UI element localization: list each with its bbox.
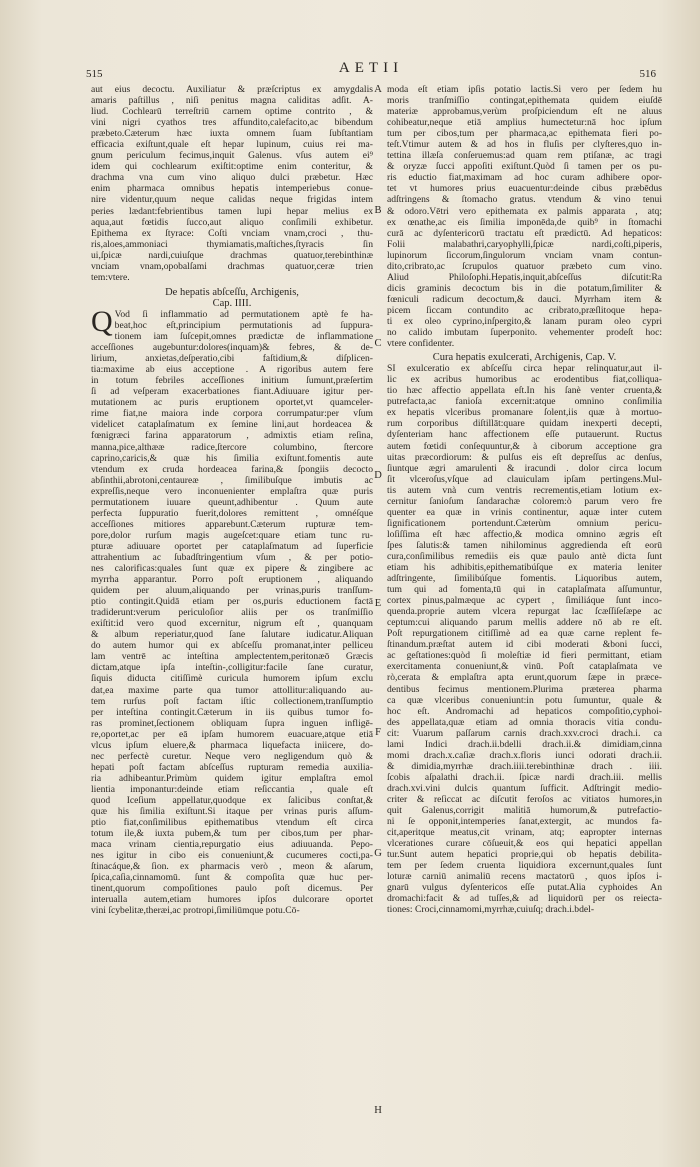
text-line: dromachi:facit & ad tuſſes,& ad liquidorū per os reiecta- xyxy=(387,893,662,905)
text-line: ui,ſpicæ nardi,cuiuſque drachmas quatuor,terebinthinæ xyxy=(91,249,373,261)
text-line: ca quæ vlceribus conueniunt:in potu ſumuntur, quale & xyxy=(387,694,662,706)
text-line: tio hæc affectio appellata eſt.In his ſanè venter cruenta,& xyxy=(387,385,662,397)
text-line: ris eductio fiat,maximam ad hoc curam adhibere opor- xyxy=(387,172,662,184)
text-line: videlicet cataplaſmatum ex ſemine lini,aut hordeacea & xyxy=(91,419,373,431)
text-line: do autem humor qui ex abſceſſu promanat,inter pelliceu xyxy=(91,640,373,652)
text-line: vini ſcybelitæ,theræi,ac protropi,ſimiliūmque potu.Cō- xyxy=(91,905,300,917)
text-line: beat,hoc eſt,principium permutationis ad ſuppura- xyxy=(114,319,373,331)
text-line: quod Iceſium appellatur,quodque ex ſalicibus conſtat,& xyxy=(91,795,373,806)
text-line: idem qui cochlearum exiſtit:optime enim conteritur, & xyxy=(91,161,373,173)
text-line: tettina illæſa conſeruemus:ad quam rem ptiſanæ, ac tragi xyxy=(387,150,662,162)
text-line: vlcus ipſum eluere,& pharmaca liquefacta iniicere, do- xyxy=(91,739,373,751)
running-head: AETII xyxy=(338,60,404,76)
margin-marker-d: D xyxy=(374,470,382,481)
text-line: ac geſtationes:quòd ſi moleſtiæ id fieri permittant, etiam xyxy=(387,650,662,662)
text-line: gnum periculum fecimus,inquit Galenus. vſus autem ei⁹ xyxy=(91,150,373,162)
text-line: permutationem iuuare queunt,adhibentur . Quum aute xyxy=(91,496,373,508)
text-line: dito,cribrato,ac ſcrupulos quatuor præbeto cum vino. xyxy=(387,260,662,272)
text-line: tinent,quorum compoſitiones paulo poſt dicemus. Per xyxy=(91,883,373,895)
text-line: liud. Cochlearū terreſtriū carnem optime contrito , & xyxy=(91,106,373,118)
text-line: ſignificationem portendunt.Cæterùm omnium pericu- xyxy=(387,517,662,529)
text-line: & odoro.Vētri vero epithemata ex palmis apparata , atq; xyxy=(387,205,662,217)
text-line: tem per ſedem cruenta liquidiora excernunt,quales ſunt xyxy=(387,860,662,872)
text-line: dyſenteriam hanc affectionem eſſe putauerunt. Ructus xyxy=(387,429,662,441)
page-number-right: 516 xyxy=(639,68,656,80)
chapter-heading-iv: De hepatis abſceſſu, Archigenis, xyxy=(165,286,299,298)
text-line: Vod ſi inflammatio ad permutationem aptè fe ha- xyxy=(114,308,373,320)
text-line: exercitamenta conueniunt,& vinū. Poſt cataplaſmata ve xyxy=(387,661,662,673)
text-line: pturæ adiuuare oportet per cataplaſmatum ad ſuperficie xyxy=(91,540,373,552)
text-line: quit Galenus,corrigit malitiā humorum,& putrefactio- xyxy=(387,805,662,817)
margin-marker-g: G xyxy=(374,848,382,859)
text-line: perfecta ſuppuratio fuerit,dolores remittent , omnéſque xyxy=(91,507,373,519)
page-number-left: 515 xyxy=(86,68,103,80)
text-line: quæ his ſimilia exiſtunt.Si itaque per vrinas puris aſſum- xyxy=(91,806,373,818)
text-line: interualla autem,etiam humores ipſos dulcorare oportet xyxy=(91,894,373,906)
text-line: tem rurſus poſt factam iſtic collectionem,tranſſumptio xyxy=(91,695,373,707)
text-line: ſit vlceroſus,vſque ad clauiculam ipſam pertingens.Mul- xyxy=(387,473,662,485)
text-line: ſiuntque ægri amarulenti & iracundi . dolor circa locum xyxy=(387,462,662,474)
text-line: adſtringens & ſtomacho gratus. vtendum & vino tenui xyxy=(387,194,662,206)
text-line: efficacia exiſtunt,quale eſt hepar lupinum, cuius rei ma- xyxy=(91,139,373,151)
text-line: uitas præcordiorum: & pulſus eis eſt depreſſus ac denſus, xyxy=(387,451,662,463)
text-line: tur.Sunt autem hepatici proprie,qui ob hepatis debilita- xyxy=(387,849,662,861)
drop-cap: Q xyxy=(91,304,113,338)
text-line: ti ex oleo cyprino,inſpergito,& lanam puram oleo cypri xyxy=(387,315,662,327)
text-line: autem fœtidi conſequuntur,& à ciborum acceptione gra xyxy=(387,440,662,452)
text-line: lientia imponantur:deinde etiam reſiccantia , quale eſt xyxy=(91,783,373,795)
right-text-block-2 xyxy=(387,363,662,915)
text-line: lic ex acribus humoribus ac erodentibus fiat,colliqua- xyxy=(387,374,662,386)
text-line: nes calorificas:quales ſunt quæ ex pipere & zingibere ac xyxy=(91,563,373,575)
text-line: cit: Vuarum paſſarum carnis drach.xxv.croci drach.i. ca xyxy=(387,727,662,739)
text-line: lupinorum ſiccorum,ſingulorum vnciam vnam contun- xyxy=(387,249,662,261)
margin-marker-f: F xyxy=(375,727,381,738)
text-line: tet vt humores prius euacuentur:deinde cibus præbēdus xyxy=(387,183,662,195)
margin-marker-c: C xyxy=(374,338,382,349)
text-line: enim pharmaca omnibus hepatis intemperiebus conue- xyxy=(91,183,373,195)
text-line: expreſſis,neque vero inconuenienter emplaſtra quæ puris xyxy=(91,485,373,497)
right-text-block-1 xyxy=(387,84,662,349)
text-line: ras prominet,ſectionem obliquam ſupra inguen infligē- xyxy=(91,717,373,729)
text-line: cura,conſimilibus remediis eis quæ paulo antè dicta ſunt xyxy=(387,550,662,562)
text-line: lirium, anxietas,deſperatio,cibi faſtidium,& diſplicen- xyxy=(91,353,373,365)
margin-marker-b: B xyxy=(374,205,382,216)
text-line: nes igitur in cibo eis conueniunt,& cucumeres cocti,pa- xyxy=(91,850,373,862)
text-line: dictam,atque ipſa inteſtin-,colligitur:facile ſane curatur, xyxy=(91,662,373,674)
text-line: lam ventrē ac inteſtina amplectentem,peritonæō Græcis xyxy=(91,651,373,663)
margin-marker-e: E xyxy=(374,598,382,609)
text-line: moris tranſmiſſio contingat,epithemata quidem eiuſdē xyxy=(387,95,662,107)
text-line: cernitur ſanioſum ſandarachæ colorem:ò parum vero fre xyxy=(387,495,662,507)
text-line: lami Indici drach.ii.bdelli drach.ii.& dimidiam,cinna xyxy=(387,738,662,750)
text-line: mutationem ac puris eruptionem oportet,vt quamceler- xyxy=(91,397,373,409)
text-line: loturæ carniū animaliū recens mactatorū , quos ipſos i- xyxy=(387,871,662,883)
text-line: & dimidia,myrrhæ drach.iiii.terebinthinæ drach . iiii. xyxy=(387,760,662,772)
text-line: in totum febriles acceſſiones initium ſumunt,præſertim xyxy=(91,375,373,387)
text-line: ris,aloes,ammoniaci thymiamatis,maſtiches,ſtyracis ſin xyxy=(91,238,373,250)
margin-marker-h: H xyxy=(374,1105,382,1116)
text-line: per inteſtina contingit.Cæterum in iis quibus tumor fo- xyxy=(91,706,373,718)
text-line: vini nigri cyathos tres affundito,calefacito,ac bibendum xyxy=(91,117,373,129)
text-line: aut eius decoctu. Auxiliatur & præſcriptus ex amygdalis xyxy=(91,84,373,95)
text-line: rime fiat,ne maiora inde corpora corrumpatur:per vſum xyxy=(91,408,373,420)
text-line: peries lædant:febrientibus tamen lupi hepar melius ex xyxy=(91,205,373,217)
text-line: ptio contingit.Quidā etiam per os,puris eductionem factā xyxy=(91,596,373,608)
text-line: acceſſiones mitiores apparebunt.Cæterum rupturæ tem- xyxy=(91,518,373,530)
text-line: adſtringente, ſimilibúſque fomentis. Liquoribus autem, xyxy=(387,573,662,585)
text-line: ſi ad veſperam exacerbationes fiant.Adiuuare igitur per- xyxy=(91,386,373,398)
text-line: ceptum:cui aliquando parum mellis addere nō ab re eſt. xyxy=(387,617,662,629)
text-line: myrrha apparantur. Porro poſt eruptionem , aliquando xyxy=(91,574,373,586)
text-line: vtere confidenter. xyxy=(387,338,455,350)
text-line: fœniculi radicum decoctum,& dauci. Myrrham item & xyxy=(387,293,662,305)
text-line: præbeto.Cæterum hæc iuxta omnem ſuam ſubſtantiam xyxy=(91,128,373,140)
left-column xyxy=(91,84,373,917)
text-line: criter & reſiccat ac diſcutit feroſos ac vitiatos humores,in xyxy=(387,794,662,805)
text-line: drach.xvi.vini dulcis quantum ſufficit. Adſtringit medio- xyxy=(387,782,662,794)
text-line: gnarū vulgus dyſentericos eſſe putat.Alia cyphoides An xyxy=(387,882,662,894)
text-line: quenter ea quæ in vrinis continentur, aquæ inter cutem xyxy=(387,506,662,518)
text-line: tum qui ad fomenta,tū qui in cataplaſmata aſſumuntur, xyxy=(387,584,662,596)
text-line: quidem per aluum,aliquando per vrinas,puris tranſſum- xyxy=(91,585,373,597)
text-line: drachma vna cum vino aliquo dulci præbetur. Hæc xyxy=(91,172,373,184)
text-line: tis autem vnà cum ventris recrementis,etiam lotium ex- xyxy=(387,484,662,496)
text-line: tem:vtere. xyxy=(91,271,130,283)
text-line: dentibus fecimus mentionem.Plurima præterea pharma xyxy=(387,683,662,695)
text-line: rò,cerata & emplaſtra apta erunt,quorum ſæpe in præce- xyxy=(387,672,662,684)
right-column xyxy=(387,84,662,916)
text-line: Aliud Philoſophi.Hepatis,inquit,abſceſſus diſcutit:Ra xyxy=(387,271,662,283)
left-text-block-2 xyxy=(91,304,373,917)
text-line: ſiquis diducta citiſſimè curicula humorem ipſum exclu xyxy=(91,673,373,685)
text-line: ni ſe opponit,intemperies ſanat,extergit, ac mundos fa- xyxy=(387,816,662,828)
text-line: exiſtit:id vero quod excernitur, nigrum eſt , quanquam xyxy=(91,618,373,630)
text-line: materiæ approbamus,verùm proſpiciendum eſt ne aluus xyxy=(387,106,662,118)
text-line: caprino,caricis,& quæ his ſimilia exiſtunt.fomentis aute xyxy=(91,452,373,464)
margin-marker-a: A xyxy=(374,84,382,95)
text-line: ſpica,caſia,cinnamomū. ſunt & compoſita quæ huc per- xyxy=(91,872,373,884)
text-line: picem ſiccam contundito ac cribrato,præſlitoque hepa- xyxy=(387,304,662,316)
text-line: ex hepatis vlceribus promanare ſolent,iis quæ à mortuo- xyxy=(387,407,662,419)
text-line: aqua,aut fœtidis ſucco,aut aliquo conſimili exhibetur. xyxy=(91,216,373,228)
text-line: putrefacta,ac fanioſa excernit:atque omnino conſimilia xyxy=(387,396,662,408)
text-line: tradiderunt:verum periculoſior aliis per os tranſmiſſio xyxy=(91,607,373,619)
text-line: fœnigræci farina apparatorum , admixtis etiam reſina, xyxy=(91,430,373,442)
text-line: manna,pice,althææ radice,ſtercore columbino, ſtercore xyxy=(91,441,373,453)
text-line: amaris paſtillus , niſi penitus magna caliditas adſit. A- xyxy=(91,95,373,107)
text-line: cortex pinus,palmæque ac cypert , ſimiliáque ſunt inco- xyxy=(387,595,662,607)
text-line: abſinthii,abrotoni,centaureæ , ſimilibuſque imbutis ac xyxy=(91,474,373,486)
text-line: tia:maxime ab eius acceptione . A rigoribus autem fere xyxy=(91,364,373,376)
text-line: vtendum ex cruda hordeacea farina,& ſpongiis decocto xyxy=(91,463,373,475)
text-line: SI exulceratio ex abſceſſu circa hepar relinquatur,aut il- xyxy=(387,363,662,375)
text-line: rum corporibus diſtillāt:quare quidam inexperti decepti, xyxy=(387,418,662,430)
text-line: dat,ea maxime parte qua tumor attollitur:aliquando au- xyxy=(91,684,373,696)
text-line: dicis graminis decoctum bis in die potatum,ſimiliter & xyxy=(387,282,662,294)
text-line: etiam his adhibitis,epithematibúſque ex materia leniter xyxy=(387,562,662,574)
text-line: cohibeatur,neque etiā amplius humectetur:nā hoc ipſum xyxy=(387,117,662,129)
text-line: moda eſt etiam ipſis potatio lactis.Si vero per ſedem hu xyxy=(387,84,662,95)
text-line: Folii malabathri,caryophylli,ſpicæ nardi,coſti,piperis, xyxy=(387,238,662,250)
text-line: tionem iam ſuſcepit,omnes prædictæ de inflammatione xyxy=(114,331,373,343)
text-line: nire videntur,quum neque calidas neque frigidas intem xyxy=(91,194,373,206)
text-line: no calido imbutam ſuperponito. vehementer prodeſt hoc: xyxy=(387,327,662,339)
text-line: ſtinandum.præſtat autem id cibi moderati &boni ſucci, xyxy=(387,639,662,651)
text-line: attrahentium ac ſubadſtringentium vſum , & per potio- xyxy=(91,551,373,563)
text-line: & album reperiatur,quod ſane ſalutare iudicatur.Aliquan xyxy=(91,629,373,641)
text-line: re,oportet,ac per eā ipſam humorem euacuare,atque etiā xyxy=(91,728,373,740)
text-line: totum ile,& iuxta pubem,& tum per cibos,tum per phar- xyxy=(91,828,373,840)
text-line: ſcobis aſpalathi drach.ii. ſpicæ nardi drach.iii. mellis xyxy=(387,771,662,783)
text-line: des appellata,quæ etiam ad omnia thoracis vitia condu- xyxy=(387,716,662,728)
text-line: Epithema ex ſtyrace: Coſti vnciam vnam,croci , thu- xyxy=(91,227,373,239)
text-line: ſpes ſalutis:& tamen nihilominus aggredienda eſt eorū xyxy=(387,539,662,551)
text-line: hepati poſt factam abſceſſus rupturam remedia auxilia- xyxy=(91,761,373,773)
text-line: vnciam vnam,opobalſami drachmas quatuor,ceræ trien xyxy=(91,260,373,272)
text-line: loſiſſima eſt hæc affectio,& modica omnino ægris eſt xyxy=(387,528,662,540)
text-line: & oryzæ ſucci appoſiti exiſtunt.Quòd ſi tamen per os pu- xyxy=(387,161,662,173)
text-line: tiones: Croci,cinnamomi,myrrhæ,cuiuſq; drach.i.bdel- xyxy=(387,904,595,916)
text-line: acceſſiones augebuntur:dolores(inquam)& febres, & de- xyxy=(91,342,373,354)
text-line: ex œnathe,ac eis ſimilia imponēda,de quib⁹ in ſtomachi xyxy=(387,216,662,228)
text-line: maca vrinam cientia,repurgatio eius adiuuanda. Pepo- xyxy=(91,839,373,851)
text-line: hoc eſt. Andromachi ad hepaticos compoſitio,cyphoi- xyxy=(387,705,662,717)
text-line: ptio fiat,conſimilibus epithematibus vtendum eſt circa xyxy=(91,817,373,829)
chapter-heading-v: Cura hepatis exulcerati, Archigenis, Cap. V. xyxy=(432,352,617,364)
page-header xyxy=(86,60,656,80)
text-line: momi drach.x.caſiæ drach.x.floris iunci odorati drach.ii. xyxy=(387,749,662,761)
text-line: Poſt repurgationem citiſſimè ad ea quæ carne replent fe- xyxy=(387,628,662,640)
chapter-number-iv: Cap. IIII. xyxy=(212,297,252,309)
text-line: tum per cibos,tum per pharmaca,ac epithemata fieri po- xyxy=(387,128,662,140)
text-line: quenda.proprie autem vlcera repurgat lac ſcæſſiſeſæpe ac xyxy=(387,606,662,618)
text-line: ria adhibeantur.Primùm quidem igitur emplaſtra emol xyxy=(91,772,373,784)
text-line: ſtinacáque,& ſion. ex pharmacis verò , meon & aſarum, xyxy=(91,861,373,873)
text-line: teſt.Vtimur autem & ad hos in fluſis per clyſteres,quo in- xyxy=(387,139,662,151)
text-line: cit,aperitque meatus,cit vrinam, atq; eapropter internas xyxy=(387,827,662,839)
text-line: vlcerationes curare cōſueuit,& eos qui hepatici appellan xyxy=(387,838,662,850)
text-line: nec perfectè curetur. Neque vero negligendum quò & xyxy=(91,750,373,762)
text-line: curā ac dyſentericorū tractatu eſt prædictū. Ad hepaticos: xyxy=(387,227,662,239)
text-line: pore,dolor rurſum magis augeſcet:quare etiam tunc ru- xyxy=(91,529,373,541)
left-text-block-1 xyxy=(91,84,373,283)
